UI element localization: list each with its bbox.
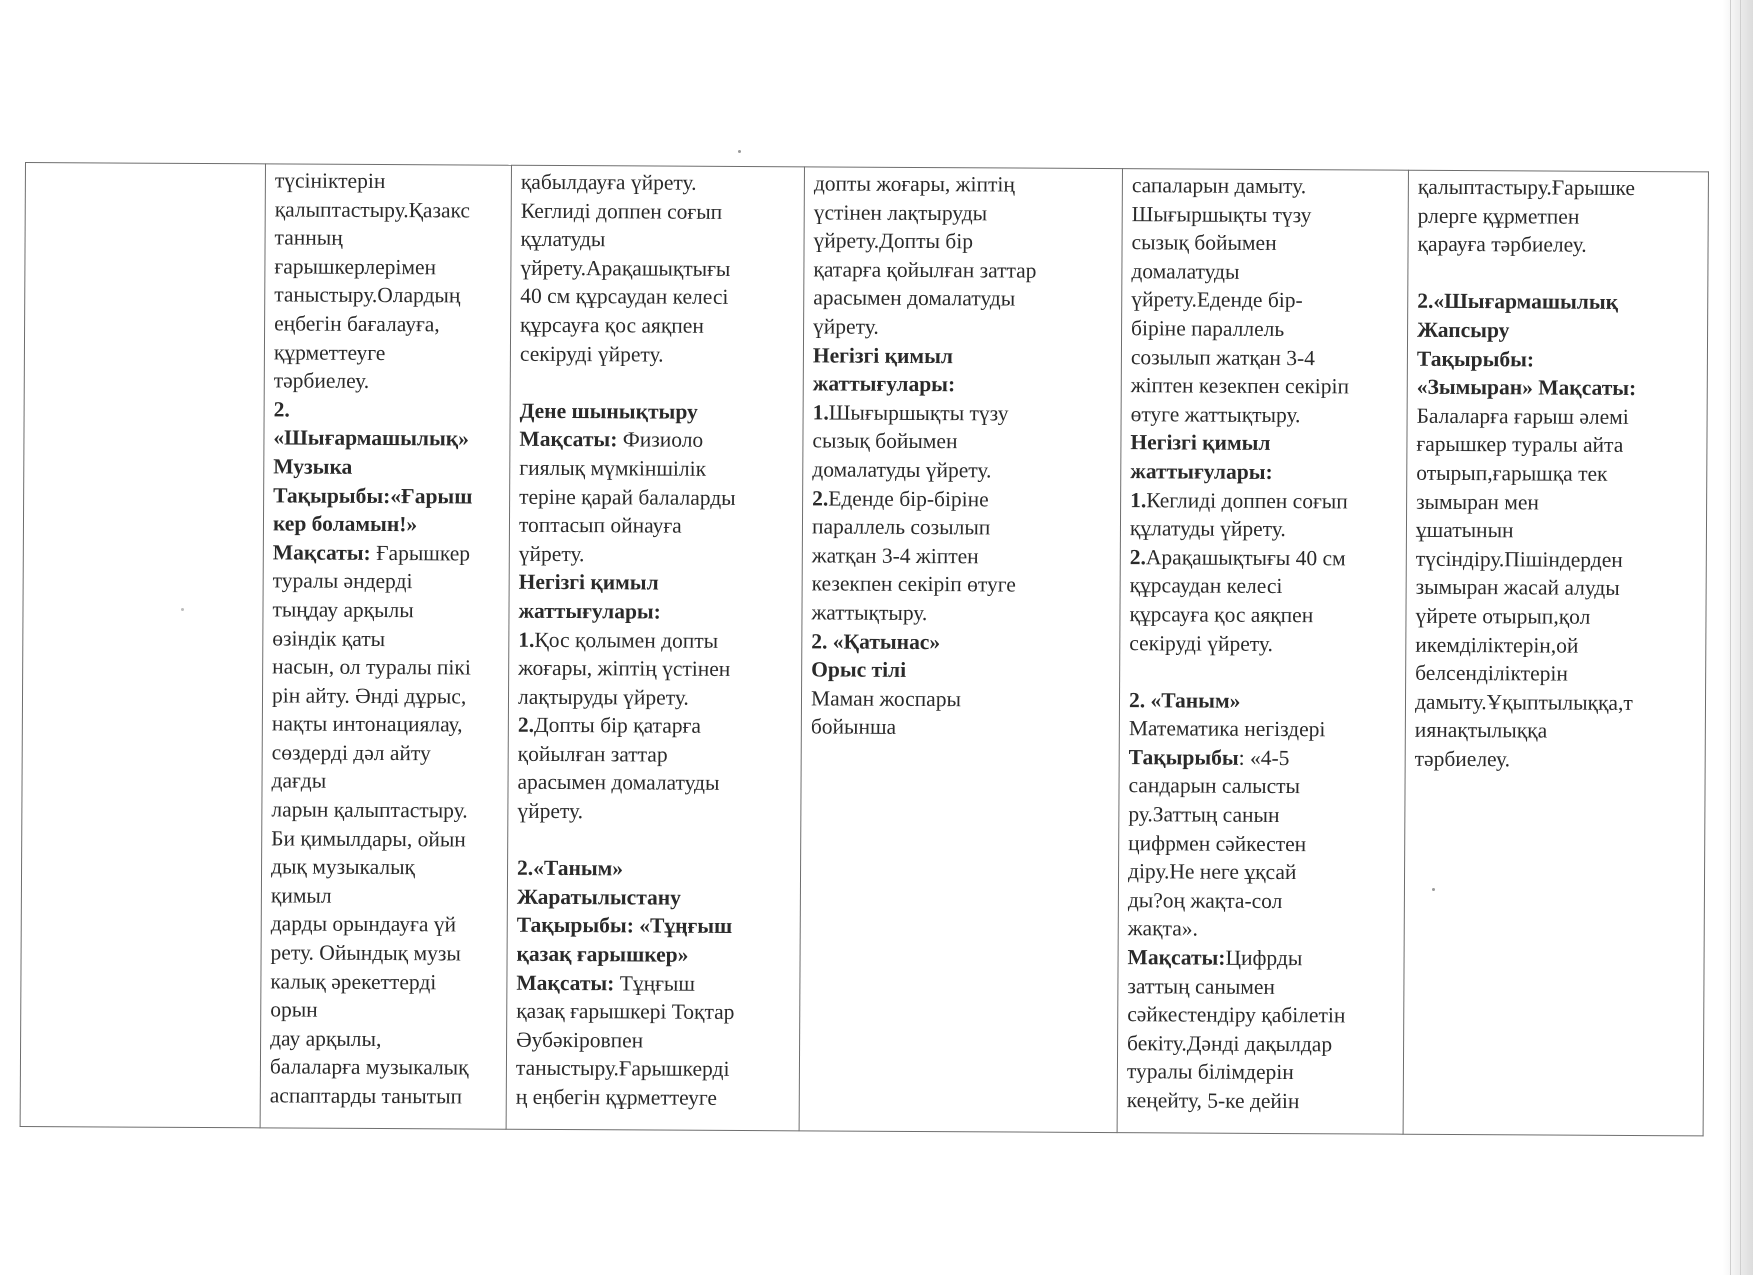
text-line: белсенділіктерін <box>1415 660 1568 686</box>
text-line: жаттығулары: <box>1130 459 1273 484</box>
text-line: Тақырыбы:«Ғарыш <box>273 482 473 509</box>
text-line: қабылдауға үйрету. <box>520 169 697 195</box>
bold-lead: Мақсаты: <box>272 540 371 565</box>
text-line: 2.Допты бір қатарға <box>517 713 701 739</box>
text-line: таныстыру.Ғарышкерді <box>515 1056 730 1082</box>
text-line: отырып,ғарышқа тек <box>1416 460 1608 486</box>
text-line: зымыран жасай алуды <box>1415 575 1620 601</box>
text-line: гиялық мүмкіншілік <box>519 455 707 481</box>
text-line: заттың санымен <box>1127 973 1276 999</box>
text-line: дағды <box>271 768 327 794</box>
page-edge <box>1723 0 1753 1275</box>
text-line: Мақсаты: Ғарышкер <box>272 540 471 566</box>
text-line: Кеглиді доппен соғып <box>520 198 723 224</box>
text-line: сәйкестендіру қабілетін <box>1127 1002 1346 1028</box>
table-row <box>20 163 1708 1136</box>
text-line: қатарға қойылған заттар <box>813 257 1037 283</box>
text-line: ғарышкер туралы айта <box>1416 432 1624 458</box>
text-line: дарды орындауға үй <box>270 911 457 937</box>
text-line: аспаптарды танытып <box>269 1083 463 1109</box>
text-line: ды?оң жақта-сол <box>1127 888 1283 913</box>
text-line: калық әрекеттерді <box>270 969 437 994</box>
table-cell-0 <box>20 163 265 1128</box>
text-line: секіруді үйрету. <box>1129 630 1273 656</box>
text-line: кер боламын!» <box>272 511 418 537</box>
text-line: кеңейту, 5-ке дейін <box>1126 1088 1300 1114</box>
text-line: қалыптастыру.Ғарышке <box>1417 174 1636 200</box>
bold-lead: Мақсаты: <box>519 427 618 452</box>
text-line: ғарышкерлерімен <box>274 254 437 280</box>
text-line: құрсауға қос аяқпен <box>1129 602 1314 628</box>
text-line: үйрету. <box>813 314 879 339</box>
text-line: бекіту.Дәнді дақылдар <box>1127 1030 1333 1057</box>
text-line: жаттықтыру. <box>811 600 928 625</box>
text-line: үйрету.Арақашықтығы <box>520 255 731 281</box>
text-line: түсіндіру.Пішіндерден <box>1415 546 1623 572</box>
text-line: 2. «Таным» <box>1128 687 1241 713</box>
text-line: рін айту. Әнді дұрыс, <box>271 683 467 709</box>
text-line: сапаларын дамыту. <box>1131 173 1307 199</box>
bold-lead: 1. <box>518 627 535 652</box>
page-edge-line <box>1730 0 1731 1275</box>
text-line: Тақырыбы: «4-5 <box>1128 745 1290 770</box>
text-line: 2.«Таным» <box>516 856 624 881</box>
text-line: қимыл <box>270 883 332 908</box>
bold-lead: Мақсаты: <box>1127 945 1226 970</box>
text-line: Шығыршықты түзу <box>1131 201 1312 227</box>
text-line: үйрету.Допты бір <box>813 228 974 254</box>
text-line: құлатуды үйрету. <box>1129 516 1286 542</box>
bold-lead: 2. <box>1129 544 1147 569</box>
blank-line <box>517 825 792 855</box>
text-line: 2. «Қатынас» <box>811 628 941 654</box>
text-line: насын, ол туралы пікі <box>272 654 471 680</box>
scan-speck <box>738 150 741 153</box>
text-line: нақты интонациялау, <box>271 711 463 737</box>
text-line: құлатуды <box>520 226 606 252</box>
text-line: Негізгі қимыл <box>518 570 659 595</box>
text-line: жақта». <box>1127 916 1198 941</box>
text-line: икемділіктерін,ой <box>1415 632 1579 658</box>
text-line: Мақсаты: Тұңғыш <box>516 970 696 996</box>
text-line: сөздерді дәл айту <box>271 740 431 766</box>
text-line: өзіндік қаты <box>272 625 386 651</box>
text-line: Орыс тілі <box>811 657 907 683</box>
plan-table <box>20 162 1660 1136</box>
text-line: Мақсаты: Физиоло <box>519 427 704 453</box>
text-line: Мақсаты:Цифрды <box>1127 945 1303 971</box>
blank-line <box>520 368 795 398</box>
text-line: жаттығулары: <box>518 598 661 624</box>
bold-lead: 1. <box>812 400 829 425</box>
text-line: Балаларға ғарыш әлемі <box>1416 403 1629 429</box>
text-line: параллель созылып <box>811 514 991 540</box>
text-line: түсініктерін <box>274 168 386 194</box>
text-line: қалыптастыру.Қазакс <box>274 196 471 223</box>
text-line: бойынша <box>810 714 897 740</box>
text-line: Математика негіздері <box>1128 716 1326 742</box>
bold-lead: 2. <box>812 485 829 511</box>
text-line: домалатуды үйрету. <box>812 457 992 483</box>
text-line: балаларға музыкалық <box>269 1054 469 1080</box>
table-cell-1 <box>260 164 511 1129</box>
text-line: Жаратылыстану <box>516 884 682 910</box>
text-line: 2.Еденде бір-біріне <box>812 485 989 511</box>
blank-line <box>1129 657 1397 687</box>
text-line: еңбегін бағалауға, <box>274 311 440 337</box>
text-line: ларын қалыптастыру. <box>271 797 468 823</box>
text-line: жатқан 3-4 жіптен <box>811 543 979 569</box>
bold-lead: 2. <box>517 713 535 738</box>
text-line: теріне қарай балаларды <box>519 484 736 510</box>
text-line: Музыка <box>273 454 353 479</box>
text-line: туралы әндерді <box>272 568 413 594</box>
text-line: 40 см құрсаудан келесі <box>520 284 729 310</box>
blank-line <box>1417 259 1699 289</box>
text-line: «Шығармашылық» <box>273 425 469 451</box>
text-line: Дене шынықтыру <box>519 398 698 424</box>
text-line: 2.Арақашықтығы 40 см <box>1129 544 1346 571</box>
table-cell-3 <box>799 167 1122 1133</box>
text-line: үйрету. <box>517 798 584 824</box>
text-line: қазақ ғарышкер» <box>516 941 689 967</box>
text-line: қойылған заттар <box>517 741 668 767</box>
text-line: 2. <box>273 397 290 422</box>
text-line: Тақырыбы: «Тұңғыш <box>516 913 733 939</box>
text-line: дық музыкалық <box>271 854 416 880</box>
table-cell-4 <box>1117 169 1408 1135</box>
text-line: Негізгі қимыл <box>1130 430 1271 456</box>
text-line: құрсауға қос аяқпен <box>520 312 704 338</box>
text-line: жіптен кезекпен секіріп <box>1130 373 1350 399</box>
text-line: арасымен домалатуды <box>813 285 1016 311</box>
text-line: Әубәкіровпен <box>516 1027 644 1053</box>
text-line: ң еңбегін құрметтеуге <box>515 1084 718 1110</box>
text-line: дамыту.Ұқыптылыққа,т <box>1414 689 1633 715</box>
text-line: таныстыру.Олардың <box>274 282 461 308</box>
page-edge-line <box>1740 0 1741 1275</box>
text-line: лақтыруды үйрету. <box>517 684 689 710</box>
text-line: домалатуды <box>1131 258 1240 284</box>
text-line: рету. Ойындық музы <box>270 940 461 966</box>
table-cell-5 <box>1403 170 1708 1136</box>
bold-lead: Мақсаты: <box>516 970 615 995</box>
text-line: үйрету.Еденде бір- <box>1131 287 1303 313</box>
text-line: жоғары, жіптің үстінен <box>518 655 731 682</box>
text-line: Жапсыру <box>1417 317 1510 343</box>
text-line: тәрбиелеу. <box>273 368 370 394</box>
text-line: рлерге құрметпен <box>1417 203 1580 229</box>
text-line: «Зымыран» Мақсаты: <box>1416 374 1637 401</box>
text-line: қазақ ғарышкері Тоқтар <box>516 998 735 1025</box>
text-line: Негізгі қимыл <box>812 342 954 368</box>
text-line: допты жоғары, жіптің <box>813 171 1015 197</box>
text-line: үйрете отырып,қол <box>1415 603 1591 629</box>
text-line: тыңдау арқылы <box>272 597 414 623</box>
text-line: 1.Шығыршықты түзу <box>812 400 1009 426</box>
text-line: өтуге жаттықтыру. <box>1130 401 1301 427</box>
table-cell-2 <box>506 165 804 1131</box>
text-line: біріне параллель <box>1131 316 1285 342</box>
text-line: туралы білімдерін <box>1126 1059 1294 1085</box>
text-line: арасымен домалатуды <box>517 770 720 796</box>
text-line: ру.Заттың санын <box>1128 802 1280 828</box>
text-line: созылып жатқан 3-4 <box>1130 344 1316 370</box>
text-line: Маман жоспары <box>810 686 962 711</box>
text-line: дау арқылы, <box>270 1026 382 1051</box>
text-line: ұшатынын <box>1415 517 1514 543</box>
text-line: сандарын салысты <box>1128 773 1301 799</box>
text-line: иянақтылыққа <box>1414 718 1548 743</box>
text-line: орын <box>270 997 318 1022</box>
text-line: қарауға тәрбиелеу. <box>1417 231 1587 257</box>
text-line: цифрмен сәйкестен <box>1128 830 1307 856</box>
text-line: діру.Не неге ұқсай <box>1127 859 1297 885</box>
text-line: үстінен лақтыруды <box>813 199 988 225</box>
text-line: құрметтеуге <box>273 339 386 365</box>
text-line: құрсаудан келесі <box>1129 573 1283 599</box>
text-line: сызық бойымен <box>812 428 958 454</box>
text-line: танның <box>274 225 343 250</box>
text-line: жаттығулары: <box>812 371 956 397</box>
bold-lead: Тақырыбы <box>1128 745 1239 770</box>
text-line: топтасып ойнауға <box>518 512 682 538</box>
bold-lead: 1. <box>1130 487 1147 512</box>
text-line: секіруді үйрету. <box>519 341 664 367</box>
text-line: үйрету. <box>518 541 585 566</box>
text-line: 2.«Шығармашылық <box>1417 289 1619 315</box>
text-line: 1.Кеглиді доппен соғып <box>1130 487 1348 513</box>
text-line: кезекпен секіріп өтуге <box>811 571 1016 597</box>
text-line: зымыран мен <box>1416 489 1540 514</box>
text-line: сызық бойымен <box>1131 230 1277 256</box>
text-line: Би қимылдары, ойын <box>271 826 466 852</box>
text-line: Тақырыбы: <box>1416 346 1535 371</box>
text-line: 1.Қос қолымен допты <box>518 627 719 653</box>
text-line: тәрбиелеу. <box>1414 746 1511 772</box>
